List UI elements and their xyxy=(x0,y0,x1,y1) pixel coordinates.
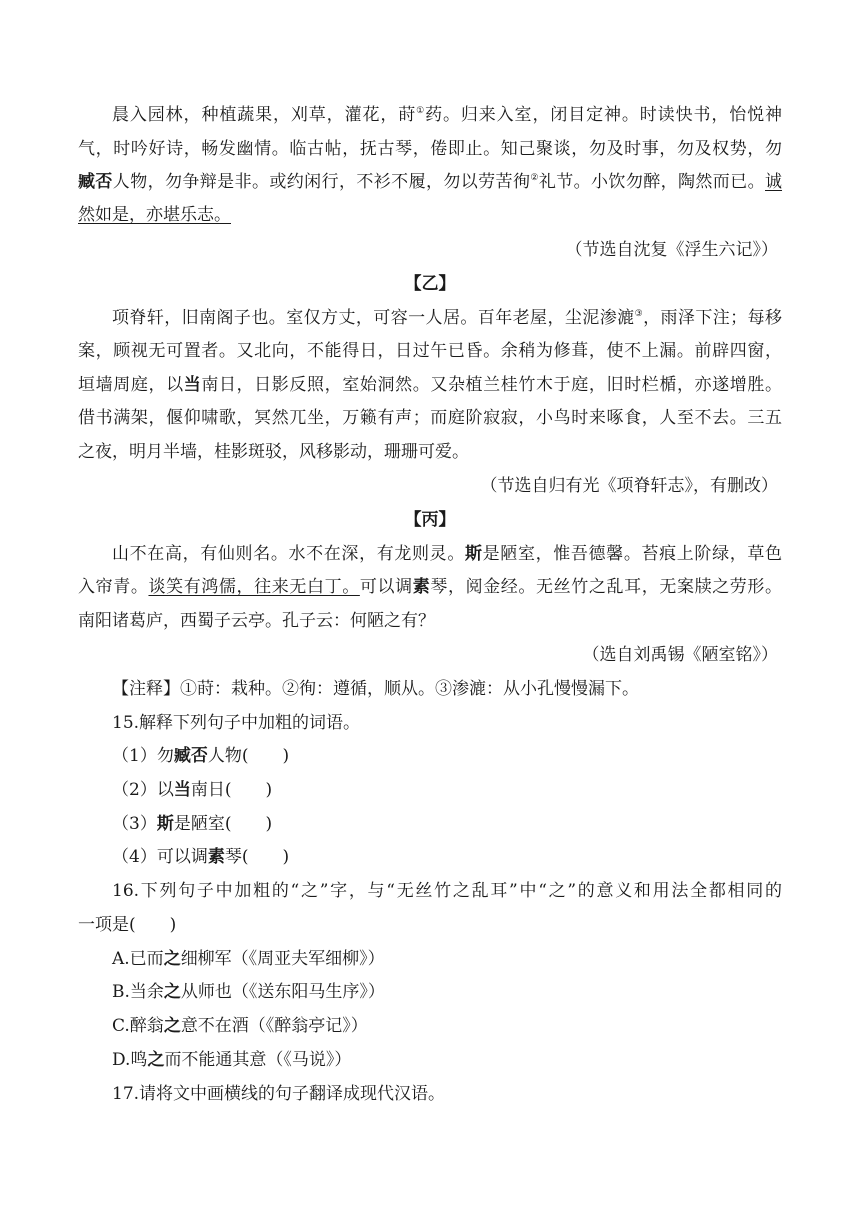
yi-line-4: 借书满架，偃仰啸歌，冥然兀坐，万籁有声；而庭阶寂寂，小鸟时来啄食，人至不去。三五 xyxy=(78,408,782,428)
yi-line-5: 之夜，明月半墙，桂影斑驳，风移影动，珊珊可爱。 xyxy=(78,442,469,462)
jia-line-1: 晨入园林，种植蔬果，刈草，灌花，莳①药。归来入室，闭目定神。时读快书，怡悦神 xyxy=(112,105,783,125)
question-16-stem-line-1: 16.下列句子中加粗的“之”字，与“无丝竹之乱耳”中“之”的意义和用法全都相同的 xyxy=(112,881,782,901)
question-15-stem: 15.解释下列句子中加粗的词语。 xyxy=(112,713,361,733)
question-17-stem: 17.请将文中画横线的句子翻译成现代汉语。 xyxy=(112,1084,446,1104)
question-16-stem-line-2: 一项是( ) xyxy=(78,915,177,935)
yi-source: （节选自归有光《项脊轩志》，有删改） xyxy=(480,476,778,496)
yi-line-3: 垣墙周庭，以当南日，日影反照，室始洞然。又杂植兰桂竹木于庭，旧时栏楯，亦遂增胜。 xyxy=(78,375,783,395)
question-15-item-4: （4）可以调素琴( ) xyxy=(112,847,290,867)
question-16-option-d: D.鸣之而不能通其意（《马说》） xyxy=(112,1050,352,1070)
bing-line-3: 南阳诸葛庐，西蜀子云亭。孔子云：何陋之有？ xyxy=(78,611,435,631)
bing-source: （选自刘禹锡《陋室铭》） xyxy=(582,645,778,665)
yi-heading: 【乙】 xyxy=(404,274,456,294)
bing-line-1: 山不在高，有仙则名。水不在深，有龙则灵。斯是陋室，惟吾德馨。苔痕上阶绿，草色 xyxy=(112,544,783,564)
jia-line-4-underlined: 然如是，亦堪乐志。 xyxy=(78,205,231,225)
jia-line-3: 臧否人物，勿争辩是非。或约闲行，不衫不履，勿以劳苦徇②礼节。小饮勿醉，陶然而已。诚 xyxy=(78,172,783,192)
question-16-option-c: C.醉翁之意不在酒（《醉翁亭记》） xyxy=(112,1016,368,1036)
question-15-item-1: （1）勿臧否人物( ) xyxy=(112,746,290,766)
yi-line-1: 项脊轩，旧南阁子也。室仅方丈，可容一人居。百年老屋，尘泥渗漉③，雨泽下注；每移 xyxy=(112,308,783,328)
question-15-item-3: （3）斯是陋室( ) xyxy=(112,814,273,834)
jia-source: （节选自沈复《浮生六记》） xyxy=(565,240,778,260)
question-16-option-a: A.已而之细柳军（《周亚夫军细柳》） xyxy=(112,949,385,969)
jia-line-2: 气，时吟好诗，畅发幽情。临古帖，抚古琴，倦即止。知己聚谈，勿及时事，勿及权势，勿 xyxy=(78,139,782,159)
question-16-option-b: B.当余之从师也（《送东阳马生序》） xyxy=(112,982,385,1002)
bing-heading: 【丙】 xyxy=(404,510,456,530)
bing-line-2: 入帘青。谈笑有鸿儒，往来无白丁。可以调素琴，阅金经。无丝竹之乱耳，无案牍之劳形。 xyxy=(78,577,783,597)
annotations: 【注释】①莳：栽种。②徇：遵循，顺从。③渗漉：从小孔慢慢漏下。 xyxy=(112,679,639,699)
question-15-item-2: （2）以当南日( ) xyxy=(112,780,273,800)
yi-line-2: 案，顾视无可置者。又北向，不能得日，日过午已昏。余稍为修葺，使不上漏。前辟四窗， xyxy=(78,341,782,361)
